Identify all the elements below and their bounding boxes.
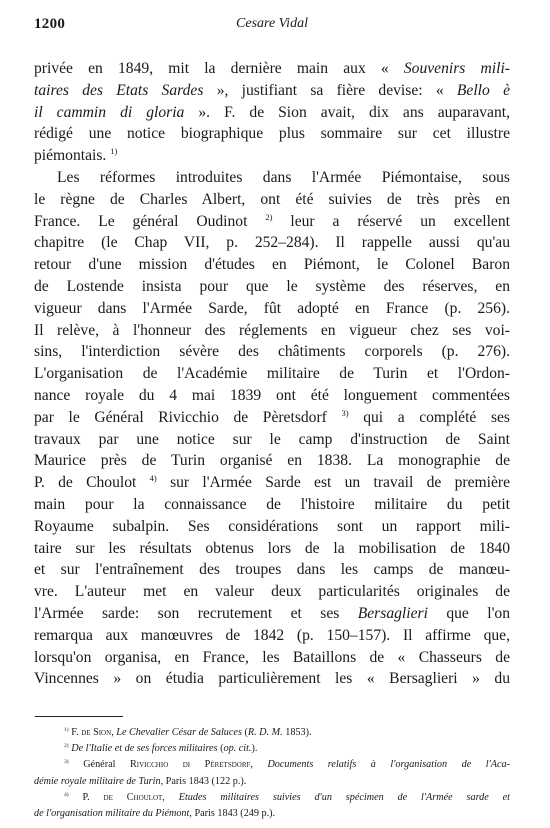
text-line: travaux par une notice sur le camp d'instruction de Saint: [34, 430, 510, 448]
text-line: Royaume subalpin. Ses considérations sont un rapport mili-: [34, 517, 510, 535]
text-line: Vincennes » on étudia particulièrement les « Bersaglieri » du: [34, 670, 510, 688]
text-line: remarqua aux manœuvres de 1842 (p. 150–157). Il affirme que,: [34, 626, 510, 644]
footnote-line: de l'organisation militaire du Piémont, Paris 1843 (249 p.).: [34, 807, 276, 819]
running-title: Cesare Vidal: [236, 16, 308, 31]
text-line: L'organisation de l'Académie militaire de Turin et l'Ordon-: [34, 365, 510, 383]
text-line: vigueur dans l'Armée Sarde, fût adopté en France (p. 256).: [34, 299, 510, 317]
text-line: France. Le général Oudinot $^{2)}$ leur a réservé un excellent: [34, 211, 510, 230]
text-line: par le Général Rivicchio de Pèretsdorf $^{3)}$ qui a complété ses: [34, 407, 510, 426]
footnote-line: $^{1)}$ F. de Sion, Le Chevalier César de Saluces (R. D. M. 1853).: [64, 727, 312, 738]
text-line: Il relève, à l'honneur des réglements en vigueur chez ses voi-: [34, 321, 510, 339]
text-line: de Lostende insista pour que le système des réserves, en: [34, 277, 510, 295]
page-header: [34, 16, 510, 36]
footnote-line: démie royale militaire de Turin, Paris 1843 (122 p.).: [34, 775, 247, 787]
text-line: taires des Etats Sardes », justifiant sa fière devise: « Bello è: [34, 81, 510, 99]
text-line: piémontais. $^{1)}$: [34, 146, 118, 165]
body-text: [34, 58, 510, 690]
text-line: l'Armée sarde: son recrutement et ses Bersaglieri que l'on: [34, 604, 510, 622]
text-line: et sur l'entraînement des troupes dans les camps de manœu-: [34, 561, 510, 579]
text-line: le règne de Charles Albert, ont été suivies de très près en: [34, 190, 510, 208]
text-line: retour d'une mission d'études en Piémont, le Colonel Baron: [34, 256, 510, 274]
text-line: chapitre (le Chap VII, p. 252–284). Il rappelle aussi qu'au: [34, 234, 510, 252]
text-line: nance royale du 4 mai 1839 ont été longuement commentées: [34, 386, 510, 404]
text-line: Les réformes introduites dans l'Armée Piémontaise, sous: [57, 168, 510, 186]
page-number: 1200: [34, 16, 66, 32]
footnote-line: $^{4)}$ P. de Choulot, Etudes militaires suivies d'un spécimen de l'Armée sarde et: [64, 791, 510, 803]
footnote-rule: [35, 716, 123, 717]
text-line: rédigé une notice biographique plus sommaire sur cet illustre: [34, 125, 510, 143]
text-line: main pour la connaissance de l'histoire militaire du petit: [34, 495, 510, 513]
text-line: il cammin di gloria ». F. de Sion avait, dix ans auparavant,: [34, 103, 511, 121]
text-line: taire sur les résultats obtenus lors de la mobilisation de 1840: [34, 539, 510, 557]
text-line: sins, l'interdiction sévère des châtiments corporels (p. 276).: [34, 343, 510, 361]
footnotes: [34, 725, 510, 822]
text-line: privée en 1849, mit la dernière main aux « Souvenirs mili-: [34, 60, 510, 77]
text-line: vre. L'auteur met en valeur deux particularités originales de: [34, 583, 510, 601]
text-line: Maurice près de Turin organisé en 1838. La monographie de: [34, 452, 510, 470]
text-line: lorsqu'on organisa, en France, les Bataillons de « Chasseurs de: [34, 648, 510, 666]
text-line: P. de Choulot $^{4)}$ sur l'Armée Sarde est un travail de première: [34, 473, 510, 492]
footnote-line: $^{3)}$ Général Rivicchio di Pèretsdorf, Documents relatifs à l'organisation de l'Aca-: [64, 759, 510, 771]
footnote-line: $^{2)}$ De l'Italie et de ses forces militaires (op. cit.).: [64, 743, 258, 755]
